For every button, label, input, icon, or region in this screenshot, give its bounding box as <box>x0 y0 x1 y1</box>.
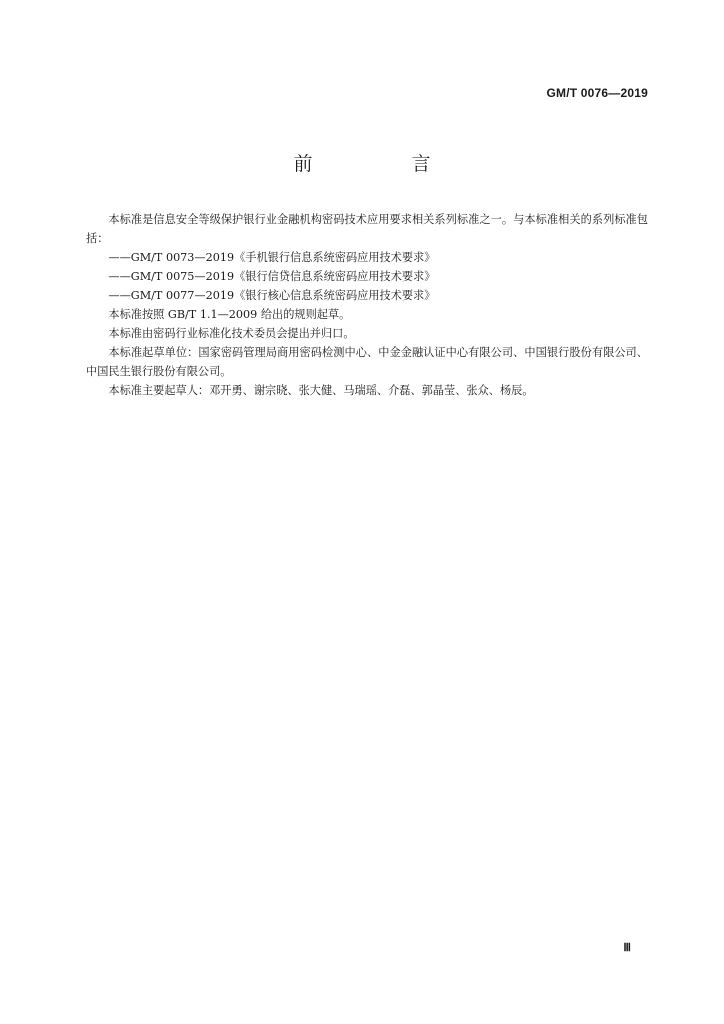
related-standard-item: ——GM/T 0075—2019《银行信贷信息系统密码应用技术要求》 <box>108 270 436 283</box>
page-title: 前 言 <box>293 153 471 175</box>
drafters-paragraph: 本标准主要起草人：邓开勇、谢宗晓、张大健、马瑞瑶、介磊、郭晶莹、张众、杨辰。 <box>108 384 534 397</box>
standard-code: GM/T 0076—2019 <box>546 86 648 100</box>
drafting-units-paragraph: 本标准起草单位：国家密码管理局商用密码检测中心、中金金融认证中心有限公司、中国银行股份有限公司、中国民生银行股份有限公司。 <box>86 346 648 378</box>
related-standards-list <box>86 248 648 305</box>
proposer-paragraph: 本标准由密码行业标准化技术委员会提出并归口。 <box>108 327 355 340</box>
intro-paragraph: 本标准是信息安全等级保护银行业金融机构密码技术应用要求相关系列标准之一。与本标准相关的系列标准包括： <box>86 213 648 245</box>
related-standard-item: ——GM/T 0073—2019《手机银行信息系统密码应用技术要求》 <box>108 251 436 264</box>
drafting-rules-paragraph: 本标准按照 GB/T 1.1—2009 给出的规则起草。 <box>108 308 351 321</box>
related-standard-item: ——GM/T 0077—2019《银行核心信息系统密码应用技术要求》 <box>108 289 436 302</box>
page-number: Ⅲ <box>623 942 631 954</box>
foreword-body <box>86 210 648 400</box>
